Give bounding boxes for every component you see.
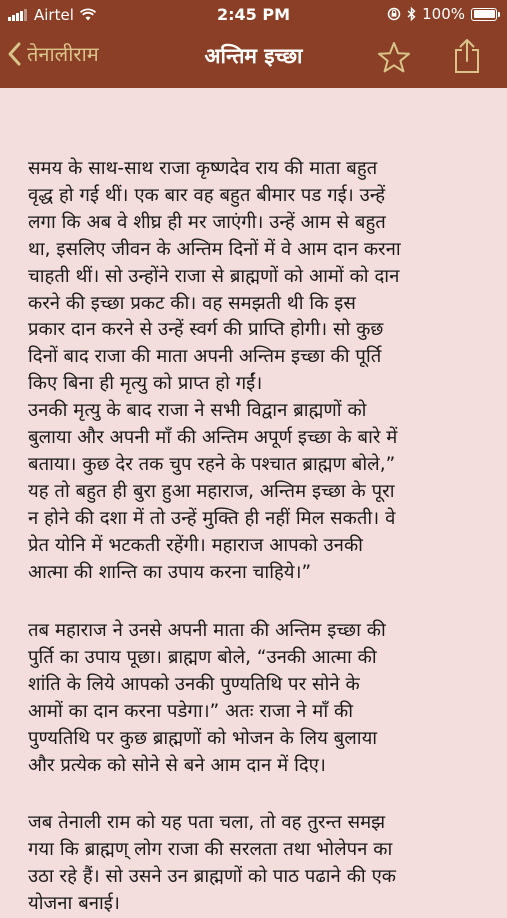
story-paragraph-1 (28, 156, 488, 587)
text-line: प्रेत योनि में भटकती रहेंगी। महाराज आपको उनकी (28, 534, 363, 556)
story-paragraph-3 (28, 810, 488, 918)
page-title: अन्तिम इच्छा (204, 44, 303, 68)
text-line: यह तो बहुत ही बुरा हुआ महाराज, अन्तिम इच्छा के पूरा (28, 480, 395, 502)
navigation-bar (0, 0, 507, 88)
text-line: दिनों बाद राजा की माता अपनी अन्तिम इच्छा की पूर्ति (28, 346, 382, 368)
text-line: न होने की दशा में तो उन्हें मुक्ति ही नहीं मिल सकती। वे (28, 507, 396, 529)
rotation-lock-icon (387, 7, 401, 21)
text-line: और प्रत्येक को सोने से बने आम दान में दिए। (28, 754, 326, 776)
text-line: उठा रहे हैं। सो उसने उन ब्राह्मणों को पाठ पढाने की एक (28, 865, 397, 887)
text-line: किए बिना ही मृत्यु को प्राप्त हो गईं। (28, 373, 263, 395)
text-line: करने की इच्छा प्रकट की। वह समझती थी कि इस (28, 292, 356, 314)
text-line: शांति के लिये आपको उनकी पुण्यतिथि पर सोने के (28, 673, 360, 695)
battery-icon (471, 8, 497, 21)
text-line: गया कि ब्राह्मण् लोग राजा की सरलता तथा भोलेपन का (28, 838, 393, 860)
text-line: पुण्यतिथि पर कुछ ब्राह्मणों को भोजन के लिय बुलाया (28, 727, 378, 749)
back-label: तेनालीराम (27, 42, 99, 66)
carrier-label: Airtel (34, 6, 74, 24)
text-line: आत्मा की शान्ति का उपाय करना चाहिये।” (28, 561, 312, 583)
text-line: जब तेनाली राम को यह पता चला, तो वह तुरन्त समझ (28, 812, 386, 833)
battery-percent: 100% (422, 5, 465, 23)
text-line: तब महाराज ने उनसे अपनी माता की अन्तिम इच्छा की (28, 620, 386, 641)
text-line: योजना बनाई। (28, 892, 120, 914)
bluetooth-icon (407, 7, 416, 21)
text-line: था, इसलिए जीवन के अन्तिम दिनों में वे आम दान करना (28, 238, 401, 260)
status-right (387, 5, 497, 23)
share-icon[interactable] (452, 38, 482, 74)
status-bar (0, 0, 507, 30)
text-line: उनकी मृत्यु के बाद राजा ने सभी विद्वान ब्राह्मणों को (28, 400, 367, 422)
text-line: पुर्ति का उपाय पूछा। ब्राह्मण बोले, “उनकी आत्मा की (28, 646, 377, 668)
story-content[interactable] (0, 88, 507, 914)
text-line: चाहती थीं। सो उन्होंने राजा से ब्राह्मणों को आमों को दान (28, 265, 400, 287)
story-paragraph-2 (28, 618, 488, 779)
text-line: लगा कि अब वे शीघ्र ही मर जाएंगी। उन्हें आम से बहुत (28, 211, 386, 233)
text-line: वृद्ध हो गई थीं। एक बार वह बहुत बीमार पड गई। उन्हें (28, 184, 386, 206)
star-icon[interactable] (377, 41, 411, 73)
text-line: बताया। कुछ देर तक चुप रहने के पश्चात ब्राह्मण बोले,” (28, 453, 396, 475)
nav-row (0, 30, 507, 88)
text-line: प्रकार दान करने से उन्हें स्वर्ग की प्राप्ति होगी। सो कुछ (28, 319, 384, 341)
text-line: समय के साथ-साथ राजा कृष्णदेव राय की माता बहुत (28, 158, 378, 179)
text-line: बुलाया और अपनी माँ की अन्तिम अपूर्ण इच्छा के बारे में (28, 427, 398, 449)
text-line: आमों का दान करना पडेगा।” अतः राजा ने माँ की (28, 700, 354, 722)
status-time: 2:45 PM (216, 5, 290, 24)
